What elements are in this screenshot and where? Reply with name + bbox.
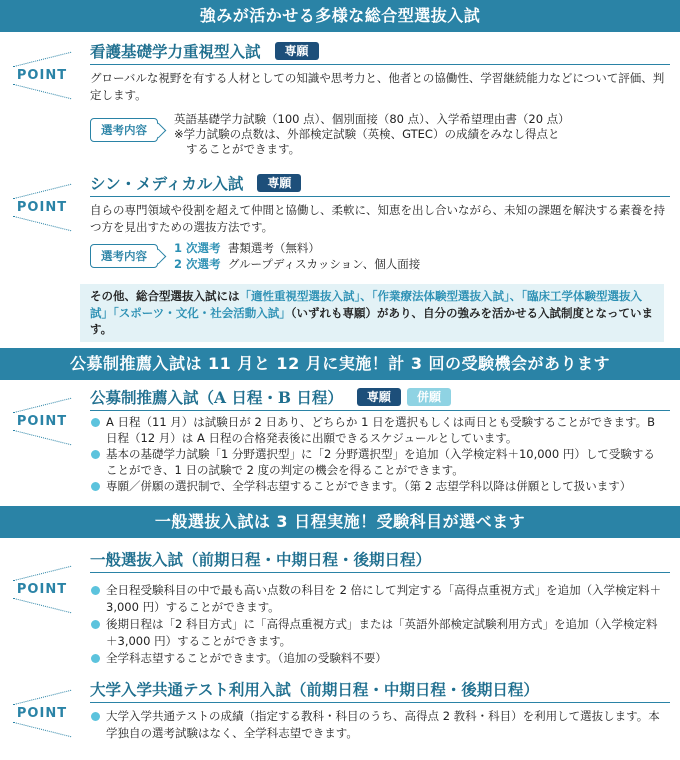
exam-title: 一般選抜入試（前期日程・中期日程・後期日程） — [90, 550, 432, 569]
tag-heigan: 併願 — [407, 388, 451, 406]
list-item: A 日程（11 月）は試験日が 2 日あり、どちらか 1 日を選択もしくは両日とも受験することができます。B 日程（12 月）は A 日程の合格発表後に出願できるスケジュールとしています。 — [90, 414, 666, 446]
block-kango — [0, 32, 680, 172]
point-label: POINT — [6, 706, 78, 721]
exam-title: 看護基礎学力重視型入試 — [90, 42, 261, 61]
bullet-list — [90, 582, 666, 667]
selection-line: 英語基礎学力試験（100 点）、個別面接（80 点）、入学希望理由書（20 点） — [174, 112, 570, 126]
section2-banner: 公募制推薦入試は 11 月と 12 月に実施！計 3 回の受験機会があります — [0, 348, 680, 380]
exam-description: グローバルな視野を有する人材としての知識や思考力と、他者との協働性、学習継続能力などについて評価、判定します。 — [90, 71, 665, 102]
list-item: 全日程受験科目の中で最も高い点数の科目を 2 倍にして判定する「高得点重視方式」を追加（入学検定料＋3,000 円）することができます。 — [90, 582, 666, 616]
section3-banner: 一般選抜入試は 3 日程実施！受験科目が選べます — [0, 506, 680, 538]
point-label: POINT — [6, 414, 78, 429]
selection-note: ※学力試験の点数は、外部検定試験（英検、GTEC）の成績をみなし得点と — [174, 127, 560, 141]
list-item: 専願／併願の選択制で、全学科志望することができます。（第 2 志望学科以降は併願として扱います） — [90, 478, 666, 494]
block-ippan — [0, 538, 680, 678]
title-row — [90, 386, 670, 411]
selection-content — [174, 240, 668, 272]
bullet-list — [90, 708, 666, 742]
tag-senkan: 専願 — [357, 388, 401, 406]
title-row — [90, 548, 670, 573]
title-row — [90, 40, 670, 65]
title-row — [90, 172, 670, 197]
title-row — [90, 678, 670, 703]
exam-title: 大学入学共通テスト利用入試（前期日程・中期日程・後期日程） — [90, 680, 539, 699]
block-kyotsu — [0, 678, 680, 758]
list-item: 全学科志望することができます。（追加の受験料不要） — [90, 650, 666, 667]
list-item: 後期日程は「2 科目方式」に「高得点重視方式」または「英語外部検定試験利用方式」を追加（入学検定料＋3,000 円）することができます。 — [90, 616, 666, 650]
selection-content — [174, 112, 668, 157]
point-label: POINT — [6, 200, 78, 215]
block-shin-medical — [0, 172, 680, 284]
exam-title: シン・メディカル入試 — [90, 174, 244, 193]
list-item: 基本の基礎学力試験「1 分野選択型」に「2 分野選択型」を追加（入学検定料＋10,000 円）して受験することができ、1 日の試験で 2 度の判定の機会を得ることができます。 — [90, 446, 666, 478]
exam-description: 自らの専門領域や役割を超えて仲間と協働し、柔軟に、知恵を出し合いながら、未知の課題を解決する素養を持つ方を見出すための選抜方法です。 — [90, 203, 665, 234]
exam-title: 公募制推薦入試（A 日程・B 日程） — [90, 388, 343, 407]
other-exams-note: その他、総合型選抜入試には「適性重視型選抜入試」、「作業療法体験型選抜入試」、「臨床工学体験型選抜入試」「スポーツ・文化・社会活動入試」（いずれも専願）があり、自分の強みを活かせる入試制度となっています。 — [80, 284, 664, 342]
selection-label-box: 選考内容 — [90, 244, 158, 268]
bullet-list — [90, 414, 666, 494]
list-item: 大学入学共通テストの成績（指定する教科・科目のうち、高得点 2 教科・科目）を利用して選抜します。本学独自の選考試験はなく、全学科志望できます。 — [90, 708, 666, 742]
selection-label-box: 選考内容 — [90, 118, 158, 142]
tag-senkan: 専願 — [257, 174, 301, 192]
selection-stage-1: 1 次選考 書類選考（無料） — [174, 241, 320, 255]
selection-stage-2: 2 次選考 グループディスカッション、個人面接 — [174, 257, 421, 271]
block-suisen — [0, 380, 680, 506]
block-other-exams — [0, 284, 680, 348]
selection-note: することができます。 — [186, 142, 301, 156]
point-label: POINT — [6, 68, 78, 83]
section1-banner: 強みが活かせる多様な総合型選抜入試 — [0, 0, 680, 32]
point-label: POINT — [6, 582, 78, 597]
tag-senkan: 専願 — [275, 42, 319, 60]
